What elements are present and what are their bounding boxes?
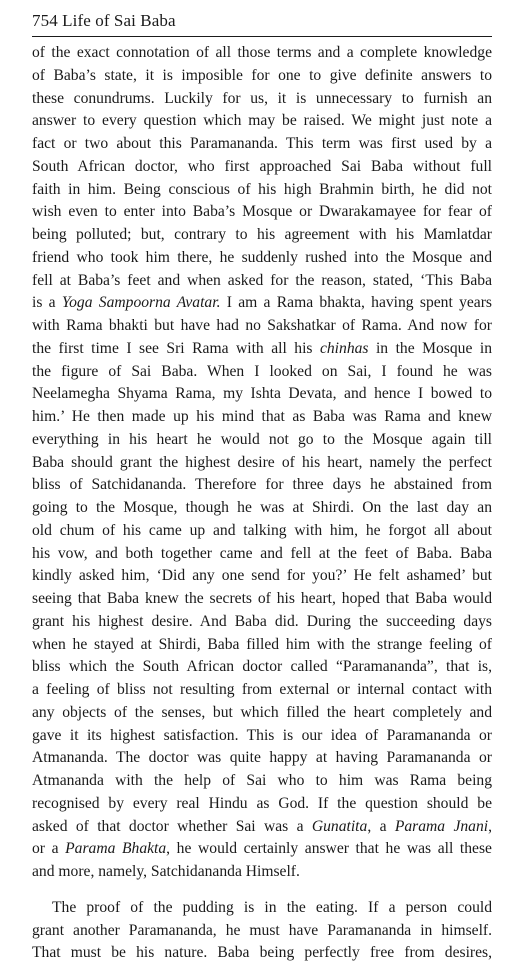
text-line [32,702,492,725]
line-text: grant his highest desire. And Baba did. During the succeeding days [32,612,492,630]
line-text: fact or two about this Paramananda. This term was first used by a [32,135,492,152]
line-text: wish even to enter into Baba’s Mosque or Dwarakamayee for fear of [32,203,492,221]
text-line [32,770,492,793]
body-text [32,42,492,965]
line-text: of Baba’s state, it is imposible for one to give definite answers to [32,66,492,84]
text-line [32,361,492,384]
line-text: seeing that Baba knew the secrets of his heart, hoped that Baba would [32,590,492,607]
line-text: , [488,817,492,835]
text-line [32,133,492,156]
text-line [32,816,492,839]
text-line [32,270,492,293]
text-line [32,474,492,497]
text-line [32,634,492,657]
line-text: asked of that doctor whether Sai was a [32,817,312,835]
line-text: faith in him. Being conscious of his high Brahmin birth, he did not [32,180,492,198]
text-line [32,497,492,520]
italic-text: chinhas [319,339,369,357]
text-line [32,656,492,679]
line-text: is a [32,294,62,312]
line-text: any objects of the senses, but which filled the heart completely and [32,703,492,721]
line-text: bliss of Satchidananda. Therefore for three days he abstained from [32,476,492,494]
header-rule [32,36,492,37]
text-line [32,793,492,816]
line-text: of the exact connotation of all those terms and a complete knowledge [32,44,492,61]
text-line [32,679,492,702]
line-text: his vow, and both together came and fell at the feet of Baba. Baba [32,544,492,562]
line-text: and more, namely, Satchidananda Himself. [32,863,300,880]
line-text: the first time I see Sri Rama with all his [32,339,320,357]
line-text: Atmananda with the help of Sai who to him was Rama being [32,772,492,789]
text-line [32,247,492,270]
line-text: with Rama bhakti but have had no Sakshatkar of Rama. And now for [32,317,492,334]
text-line [32,747,492,770]
line-text: bliss which the South African doctor called “Paramananda”, that is, [32,658,492,676]
line-text: kindly asked him, ‘Did any one send for you?’ He felt ashamed’ but [32,567,492,585]
line-text: South African doctor, who first approached Sai Baba without full [32,157,492,175]
text-line [32,565,492,588]
line-text: , he would certainly answer that he was all these [166,840,492,858]
line-text: recognised by every real Hindu as God. If the question should be [32,794,492,812]
line-text: going to the Mosque, though he was at Shirdi. On the last day an [32,499,492,516]
text-line [32,920,492,943]
line-text: when he stayed at Shirdi, Baba filled him with the strange feeling of [32,635,492,653]
text-line [32,338,492,361]
line-text: Atmananda. The doctor was quite happy at having Paramananda or [32,749,492,767]
line-text: old chum of his came up and talking with him, he forgot all about [32,521,492,539]
text-line [32,179,492,202]
text-line [32,156,492,179]
paragraph-gap [32,884,492,897]
text-line [32,429,492,452]
line-text: grant another Paramananda, he must have Paramananda in himself. [32,921,492,939]
text-line [32,201,492,224]
line-text: these conundrums. Luckily for us, it is unnecessary to furnish an [32,89,492,107]
line-text: , a [367,817,395,835]
running-head: 754 Life of Sai Baba [32,11,176,30]
text-line [32,292,492,315]
text-line [32,110,492,133]
text-line [32,897,492,920]
text-line [32,315,492,338]
line-text: a feeling of bliss not resulting from external or internal contact with [32,681,492,698]
line-text: answer to every question which may be raised. We might just note a [32,112,492,130]
text-line [32,611,492,634]
text-line [32,383,492,406]
line-text: That must be his nature. Baba being perfectly free from desires, [32,944,492,962]
text-line [32,838,492,861]
line-text: being polluted; but, contrary to his agreement with his Mamlatdar [32,226,492,243]
text-line [32,520,492,543]
italic-text: Yoga Sampoorna Avatar. [61,294,221,312]
line-text: gave it its highest satisfaction. This is our idea of Paramananda or [32,726,492,744]
text-line [32,42,492,65]
text-line [32,942,492,965]
text-line [32,65,492,88]
line-text: friend who took him there, he suddenly rushed into the Mosque and [32,248,492,266]
line-text: I am a Rama bhakta, having spent years [220,294,492,312]
text-line [32,725,492,748]
text-line [32,588,492,611]
line-text: Neelamegha Shyama Rama, my Ishta Devata, and hence I bowed to [32,385,492,403]
text-line [32,224,492,247]
italic-text: Parama Bhakta [65,840,167,858]
line-text: in the Mosque in [368,339,492,357]
line-text: Baba should grant the highest desire of his heart, namely the perfect [32,453,492,471]
text-line [32,543,492,566]
text-line [32,861,492,884]
italic-text: Gunatita [311,817,368,835]
line-text: fell at Baba’s feet and when asked for the reason, stated, ‘This Baba [32,271,492,289]
line-text: or a [32,840,66,858]
paragraph [32,897,492,965]
text-line [32,406,492,429]
paragraph [32,42,492,884]
line-text: him.’ He then made up his mind that as Baba was Rama and knew [32,408,492,425]
text-line [32,452,492,475]
line-text: The proof of the pudding is in the eating. If a person could [52,898,492,916]
line-text: the figure of Sai Baba. When I looked on Sai, I found he was [32,362,492,380]
text-line [32,88,492,111]
line-text: everything in his heart he would not go to the Mosque again till [32,430,492,448]
italic-text: Parama Jnani [394,817,489,835]
